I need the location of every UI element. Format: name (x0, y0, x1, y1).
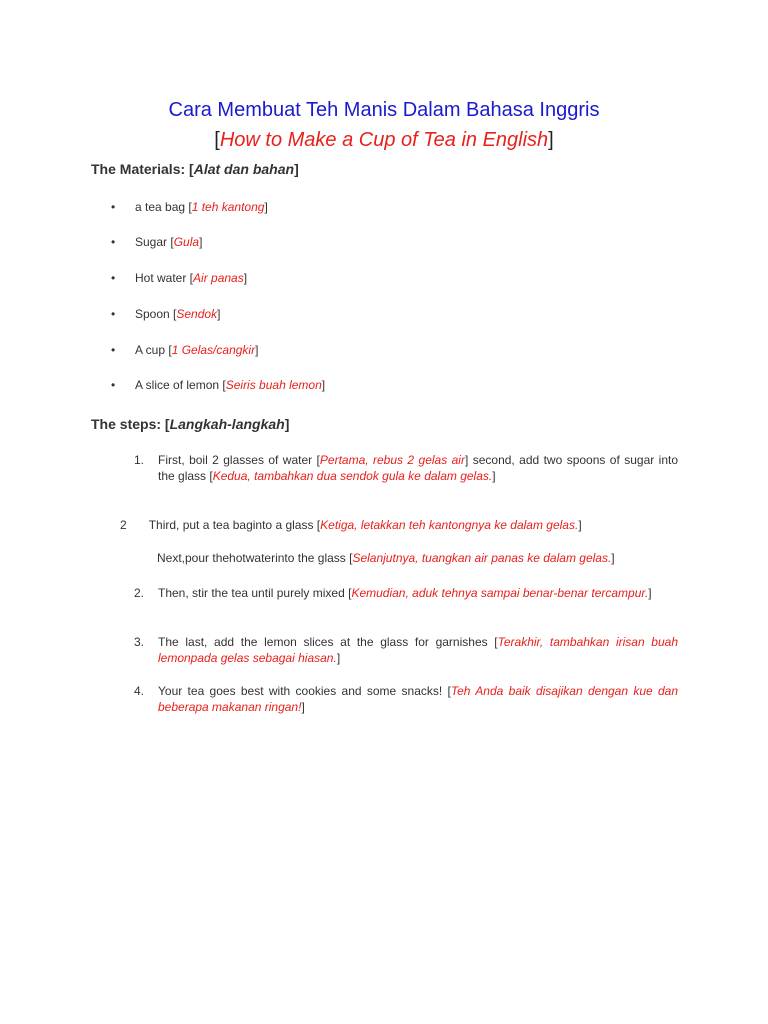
bullet-icon: • (111, 343, 116, 357)
bracket-close: ] (548, 129, 554, 151)
bullet-icon: • (111, 235, 116, 249)
title-english: How to Make a Cup of Tea in English (219, 129, 549, 151)
list-item: • A cup [1 Gelas/cangkir] (111, 343, 259, 357)
bullet-icon: • (111, 307, 116, 321)
step-next: Next,pour thehotwaterinto the glass [Selanjutnya, tuangkan air panas ke dalam gelas.] (157, 551, 615, 565)
step-last: 3. The last, add the lemon slices at the glass for garnishes [Terakhir, tambahkan irisan buah lemonpada gelas sebagai hiasan.] (134, 635, 679, 665)
title-line-1: Cara Membuat Teh Manis Dalam Bahasa Inggris (168, 99, 600, 121)
step-2: 2 Third, put a tea baginto a glass [Ketiga, letakkan teh kantongnya ke dalam gelas.] (120, 518, 582, 532)
bracket-open: [ (214, 129, 220, 151)
bullet-icon: • (111, 200, 116, 214)
list-item: • Hot water [Air panas] (111, 271, 248, 285)
materials-heading: The Materials: [Alat dan bahan] (91, 161, 299, 177)
bullet-icon: • (111, 271, 116, 285)
list-item: • Sugar [Gula] (111, 235, 203, 249)
step-then: 2. Then, stir the tea until purely mixed [Kemudian, aduk tehnya sampai benar-benar tercampur.] (134, 586, 652, 600)
steps-heading: The steps: [Langkah-langkah] (91, 416, 290, 432)
bullet-icon: • (111, 378, 116, 392)
step-1: 1. First, boil 2 glasses of water [Pertama, rebus 2 gelas air] second, add two spoons of sugar into the glass [Kedua, tambahkan dua sendok gula ke dalam gelas.] (134, 453, 679, 483)
list-item: • A slice of lemon [Seiris buah lemon] (111, 378, 326, 392)
title-line-2 (0, 126, 768, 154)
step-serve: 4. Your tea goes best with cookies and some snacks! [Teh Anda baik disajikan dengan kue dan beberapa makanan ringan!] (134, 684, 679, 714)
list-item: • Spoon [Sendok] (111, 307, 221, 321)
list-item: • a tea bag [1 teh kantong] (111, 200, 268, 214)
